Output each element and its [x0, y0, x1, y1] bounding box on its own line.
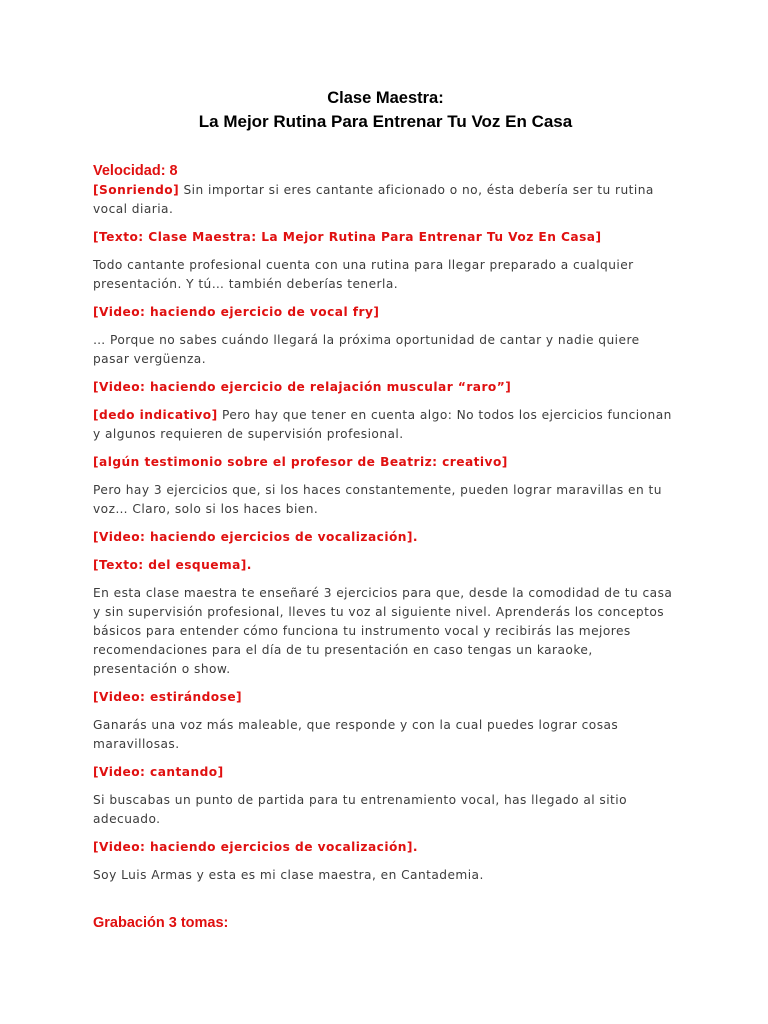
paragraph-16	[93, 838, 678, 857]
document-page	[93, 86, 678, 931]
paragraph-15	[93, 791, 678, 829]
paragraph-text: Pero hay que tener en cuenta algo: No todos los ejercicios funcionan y algunos requieren de supervisión profesional.	[93, 408, 672, 441]
paragraph-2	[93, 256, 678, 294]
paragraph-7	[93, 453, 678, 472]
stage-direction: [Video: haciendo ejercicio de vocal fry]	[93, 305, 380, 319]
paragraph-text: Pero hay 3 ejercicios que, si los haces constantemente, pueden lograr maravillas en tu voz… Claro, solo si los haces bien.	[93, 483, 662, 516]
paragraph-3	[93, 303, 678, 322]
stage-direction: [Video: haciendo ejercicio de relajación muscular “raro”]	[93, 380, 512, 394]
document-title	[93, 86, 678, 134]
stage-direction: [Texto: Clase Maestra: La Mejor Rutina Para Entrenar Tu Voz En Casa]	[93, 230, 602, 244]
paragraph-9	[93, 528, 678, 547]
title-line-1: Clase Maestra:	[327, 89, 444, 107]
paragraph-text: Ganarás una voz más maleable, que responde y con la cual puedes lograr cosas maravillosas.	[93, 718, 619, 751]
paragraph-text: Soy Luis Armas y esta es mi clase maestra, en Cantademia.	[93, 868, 484, 882]
paragraph-14	[93, 763, 678, 782]
paragraph-text: … Porque no sabes cuándo llegará la próxima oportunidad de cantar y nadie quiere pasar vergüenza.	[93, 333, 640, 366]
grabacion-heading: Grabación 3 tomas:	[93, 915, 229, 931]
paragraph-6	[93, 406, 678, 444]
stage-direction: [Texto: del esquema].	[93, 558, 252, 572]
stage-direction: [Video: haciendo ejercicios de vocalización].	[93, 840, 418, 854]
paragraph-8	[93, 481, 678, 519]
paragraph-4	[93, 331, 678, 369]
stage-direction: [algún testimonio sobre el profesor de Beatriz: creativo]	[93, 455, 508, 469]
stage-direction: [Video: cantando]	[93, 765, 224, 779]
stage-direction: [Video: estirándose]	[93, 690, 243, 704]
paragraph-13	[93, 716, 678, 754]
velocidad-heading: Velocidad: 8	[93, 163, 178, 179]
paragraph-5	[93, 378, 678, 397]
paragraph-10	[93, 556, 678, 575]
stage-direction: [dedo indicativo]	[93, 408, 218, 422]
paragraph-text: Si buscabas un punto de partida para tu entrenamiento vocal, has llegado al sitio adecuado.	[93, 793, 628, 826]
paragraph-text: Todo cantante profesional cuenta con una rutina para llegar preparado a cualquier presentación. Y tú… también deberías tenerla.	[93, 258, 634, 291]
paragraph-17	[93, 866, 678, 885]
title-line-2: La Mejor Rutina Para Entrenar Tu Voz En Casa	[198, 112, 573, 131]
paragraph-1	[93, 228, 678, 247]
stage-direction: [Video: haciendo ejercicios de vocalización].	[93, 530, 418, 544]
paragraph-text: Sin importar si eres cantante aficionado o no, ésta debería ser tu rutina vocal diaria.	[93, 183, 654, 216]
paragraph-11	[93, 584, 678, 679]
paragraph-text: En esta clase maestra te enseñaré 3 ejercicios para que, desde la comodidad de tu casa y sin supervisión profesional, lleves tu voz al siguiente nivel. Aprenderás los conceptos básicos para entender cómo funciona tu instrumento vocal y recibirás las mejores recomendaciones para el día de tu presentación en caso tengas un karaoke, presentación o show.	[93, 586, 673, 676]
paragraph-12	[93, 688, 678, 707]
stage-direction: [Sonriendo]	[93, 183, 180, 197]
paragraph-0	[93, 181, 678, 219]
